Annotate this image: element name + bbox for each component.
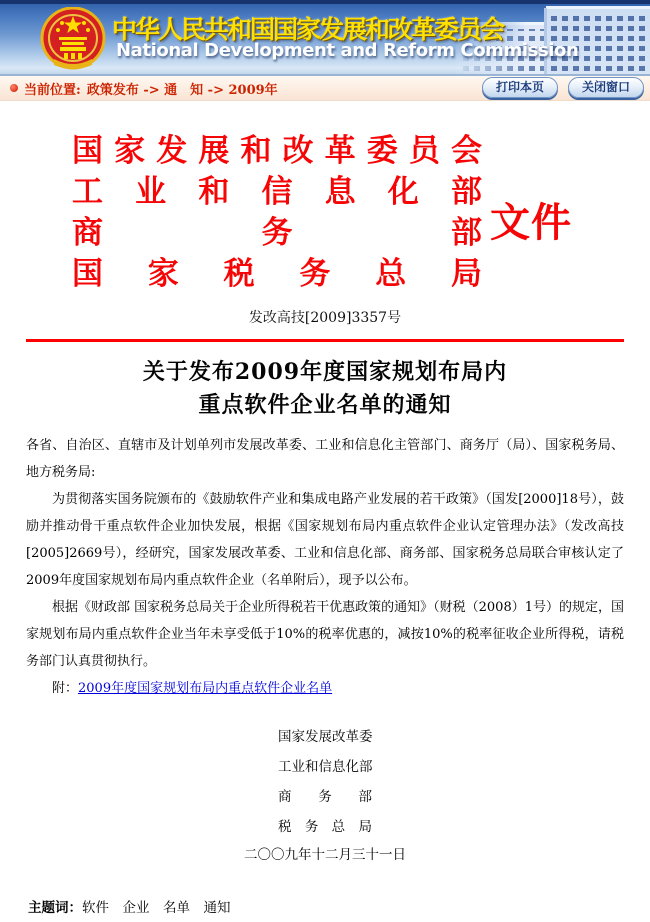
salutation: 各省、自治区、直辖市及计划单列市发展改革委、工业和信息化主管部门、商务厅（局）、国家税务局、地方税务局: xyxy=(26,438,624,480)
wenjian-label: 文件 xyxy=(490,200,572,246)
keywords-label: 主题词： xyxy=(28,900,82,916)
agency-line-taxation: 国 家 税 务 总 局 xyxy=(72,256,482,292)
breadcrumb-label: 当前位置: xyxy=(24,82,81,98)
breadcrumb-path[interactable]: 政策发布 -> 通 知 -> 2009年 xyxy=(86,82,278,98)
keywords-text: 软件 企业 名单 通知 xyxy=(82,900,231,916)
agency-line-mofcom: 商 务 部 xyxy=(72,215,482,251)
notice-text xyxy=(26,432,624,702)
print-page-button[interactable]: 打印本页 xyxy=(482,77,558,98)
signature-ndrc: 国 家 发 展 改 革 委 xyxy=(278,729,373,745)
agency-line-miit: 工 业 和 信 息 化 部 xyxy=(72,174,482,210)
signature-miit: 工 业 和 信 息 化 部 xyxy=(278,759,373,775)
site-title-chinese: 中华人民共和国国家发展和改革委员会 xyxy=(112,15,504,44)
document-body xyxy=(0,127,650,916)
paragraph-2: 根据《财政部 国家税务总局关于企业所得税若干优惠政策的通知》（财税（2008）1号）的规定，国家规划布局内重点软件企业当年未享受低于10%的税率优惠的，减按10%的税率征收企业所得税，请税务部门认真贯彻执行。 xyxy=(26,600,624,669)
letterhead-agencies xyxy=(72,127,482,291)
attachment-label: 附： xyxy=(52,681,79,696)
agency-line-ndrc: 国 家 发 展 和 改 革 委 员 会 xyxy=(72,133,482,169)
signature-mofcom: 商 务 部 xyxy=(278,789,372,805)
attachment-link[interactable]: 2009年度国家规划布局内重点软件企业名单 xyxy=(78,681,333,696)
attachment-line xyxy=(26,675,624,702)
site-header xyxy=(0,0,650,76)
notice-title xyxy=(26,356,624,422)
signature-taxation: 税 务 总 局 xyxy=(278,819,372,835)
keywords-line xyxy=(28,896,624,916)
signature-block xyxy=(26,720,624,870)
signature-date: 二〇〇九年十二月三十一日 xyxy=(244,847,406,863)
national-emblem-icon xyxy=(40,7,106,71)
notice-title-line2: 重点软件企业名单的通知 xyxy=(198,392,452,418)
paragraph-1: 为贯彻落实国务院颁布的《鼓励软件产业和集成电路产业发展的若干政策》（国发[2000]18号），鼓励并推动骨干重点软件企业加快发展，根据《国家规划布局内重点软件企业认定管理办法》（发改高技[2005]2669号），经研究，国家发展改革委、工业和信息化部、商务部、国家税务总局联合审核认定了2009年度国家规划布局内重点软件企业（名单附后），现予以公布。 xyxy=(26,492,624,588)
close-window-button[interactable]: 关闭窗口 xyxy=(568,77,644,98)
red-divider-rule xyxy=(26,339,624,342)
document-number: 发改高技[2009]3357号 xyxy=(248,310,402,326)
notice-title-line1: 关于发布2009年度国家规划布局内 xyxy=(142,359,508,385)
breadcrumb-bar xyxy=(0,76,650,101)
header-buttons xyxy=(482,77,644,98)
bullet-icon xyxy=(10,84,18,92)
letterhead xyxy=(26,127,624,293)
site-title-english: National Development and Reform Commission xyxy=(116,40,579,61)
